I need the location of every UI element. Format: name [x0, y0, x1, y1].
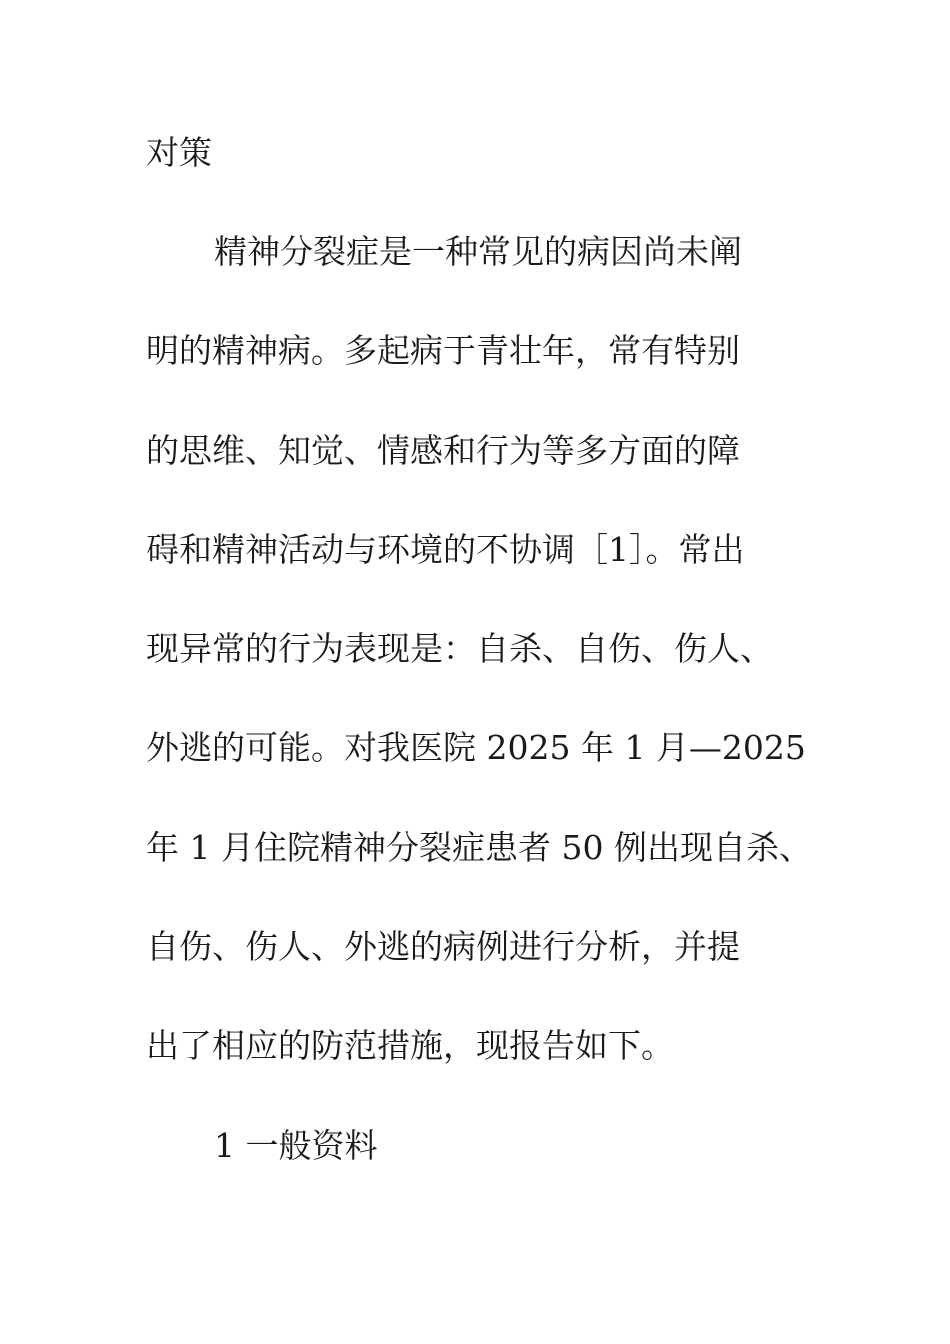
paragraph-line-4: 碍和精神活动与环境的不协调［1］。常出: [146, 530, 745, 569]
section-heading: 1 一般资料: [214, 1126, 378, 1165]
paragraph-line-7: 年 1 月住院精神分裂症患者 50 例出现自杀、: [146, 828, 812, 867]
paragraph-line-6: 外逃的可能。对我医院 2025 年 1 月—2025: [146, 728, 806, 767]
paragraph-line-1: 精神分裂症是一种常见的病因尚未阐: [214, 232, 742, 271]
heading-tail: 对策: [146, 133, 212, 172]
paragraph-line-3: 的思维、知觉、情感和行为等多方面的障: [146, 431, 740, 470]
paragraph-line-8: 自伤、伤人、外逃的病例进行分析，并提: [146, 927, 740, 966]
paragraph-line-9: 出了相应的防范措施，现报告如下。: [146, 1026, 674, 1065]
paragraph-line-5: 现异常的行为表现是：自杀、自伤、伤人、: [146, 629, 773, 668]
paragraph-line-2: 明的精神病。多起病于青壮年，常有特别: [146, 331, 740, 370]
